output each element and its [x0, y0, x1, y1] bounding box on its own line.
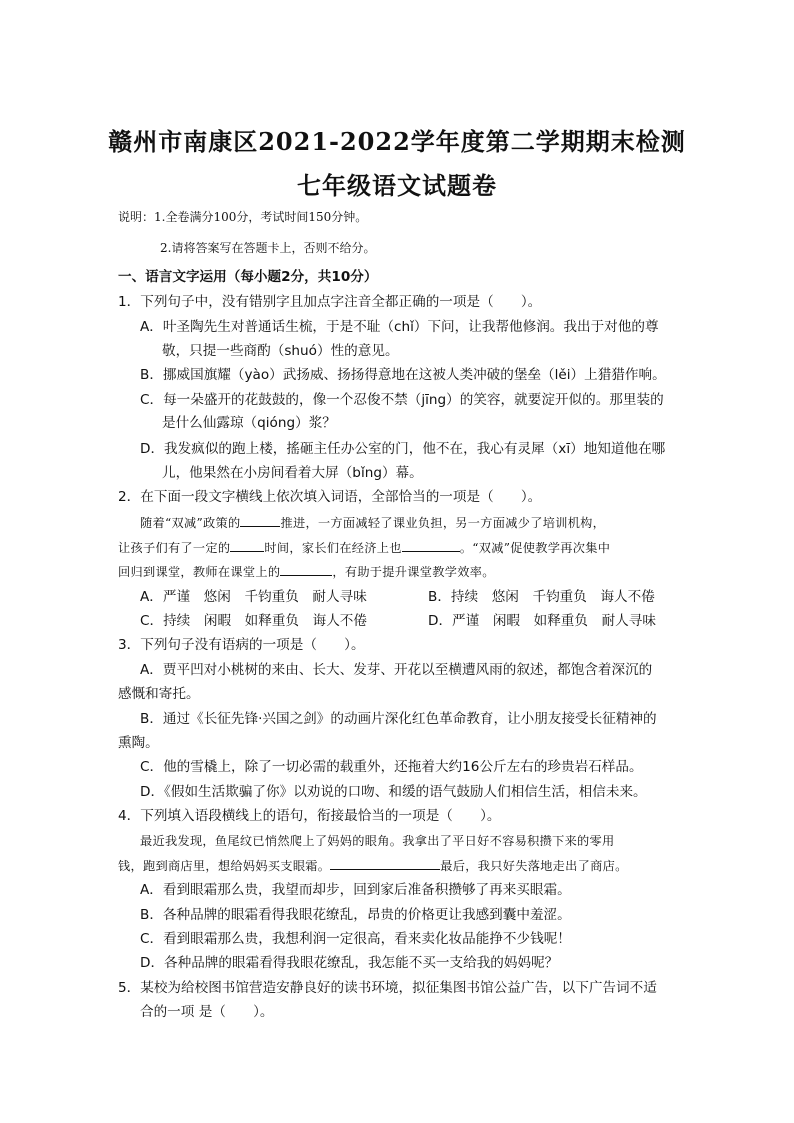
section-heading: 一、语言文字运用（每小题2分，共10分） — [118, 269, 378, 285]
q2-passage-line3 — [118, 563, 495, 581]
note-line-2: 2.请将答案写在答题卡上，否则不给分。 — [160, 241, 376, 255]
q3-option-b-line1: B．通过《长征先锋·兴国之剑》的动画片深化红色革命教育，让小朋友接受长征精神的 — [140, 711, 657, 727]
q4-option-b: B．各种品牌的眼霜看得我眼花缭乱，昂贵的价格更让我感到囊中羞涩。 — [140, 907, 571, 923]
q1-option-d-line2: 儿，他果然在小房间看着大屏（bǐng）幕。 — [162, 465, 423, 481]
q4-option-a: A．看到眼霜那么贵，我望而却步，回到家后准备积攒够了再来买眼霜。 — [140, 882, 571, 898]
q2-passage-text: 让孩子们有了一定的 — [118, 541, 231, 555]
answer-blank — [280, 563, 332, 576]
q1-option-d-line1: D．我发疯似的跑上楼，搖砸主任办公室的门，他不在，我心有灵犀（xī）地知道他在哪 — [140, 441, 666, 457]
answer-blank — [402, 539, 460, 552]
q4-passage-line1: 最近我发现，鱼尾纹已悄然爬上了妈妈的眼角。我拿出了平日好不容易积攒下来的零用 — [140, 834, 615, 848]
q5-stem-line1: 5．某校为给校图书馆营造安静良好的读书环境，拟征集图书馆公益广告，以下广告词不适 — [118, 980, 657, 996]
q2-passage-text: 推进，一方面减轻了课业负担，另一方面减少了培训机构， — [280, 516, 606, 530]
q4-passage-text: 钱，跑到商店里，想给妈妈买支眼霜。 — [118, 859, 331, 873]
q2-passage-text: ，有助于提升课堂教学效率。 — [332, 565, 495, 579]
q1-option-a-line2: 敬，只提一些商酌（shuó）性的意见。 — [162, 343, 399, 359]
q4-stem: 4．下列填入语段横线上的语句，衔接最恰当的一项是（ ）。 — [118, 808, 501, 824]
q2-option-a: A．严谨 悠闲 千钧重负 耐人寻味 — [140, 589, 367, 605]
q4-passage-text: 最后，我只好失落地走出了商店。 — [440, 859, 628, 873]
exam-title: 赣州市南康区2021-2022学年度第二学期期末检测 — [108, 127, 686, 156]
q1-option-c-line2: 是什么仙露琼（qióng）浆？ — [162, 415, 336, 431]
q4-option-c: C．看到眼霜那么贵，我想利润一定很高，看来卖化妆品能挣不少钱呢！ — [140, 931, 571, 947]
q3-stem: 3．下列句子没有语病的一项是（ ）。 — [118, 637, 365, 653]
q4-option-d: D．各种品牌的眼霜看得我眼花缭乱，我怎能不买一支给我的妈妈呢？ — [140, 955, 559, 971]
note-line-1: 说明：1.全卷满分100分，考试时间150分钟。 — [118, 210, 368, 224]
q3-option-b-line2: 熏陶。 — [118, 735, 159, 751]
q1-option-b: B．挪威国旗耀（yào）武扬威、扬扬得意地在这被人类冲破的堡垒（lěi）上猎猎作响。 — [140, 367, 666, 383]
answer-blank — [330, 857, 440, 870]
answer-blank — [230, 539, 264, 552]
q4-passage-line2 — [118, 857, 628, 875]
q2-option-c: C．持续 闲暇 如释重负 诲人不倦 — [140, 613, 367, 629]
q2-option-d: D．严谨 闲暇 如释重负 耐人寻味 — [428, 613, 656, 629]
q1-option-c-line1: C．每一朵盛开的花鼓鼓的，像一个忍俊不禁（jīng）的笑容，就要淀开似的。那里装的 — [140, 392, 664, 408]
q2-passage-text: 时间，家长们在经济上也 — [264, 541, 402, 555]
answer-blank — [240, 514, 280, 527]
exam-subtitle: 七年级语文试题卷 — [297, 171, 497, 200]
q1-stem: 1．下列句子中，没有错别字且加点字注音全都正确的一项是（ ）。 — [118, 294, 542, 310]
q2-passage-text: 随着“双减”政策的 — [140, 516, 241, 530]
q2-passage-line2 — [118, 539, 610, 557]
q3-option-a-line1: A．贾平凹对小桃树的来由、长大、发芽、开花以至横遭风雨的叙述，都饱含着深沉的 — [140, 662, 653, 678]
q2-passage-text: 回归到课堂，教师在课堂上的 — [118, 565, 281, 579]
q2-stem: 2．在下面一段文字横线上依次填入词语，全部恰当的一项是（ ）。 — [118, 489, 542, 505]
q2-passage-line1 — [140, 514, 605, 532]
q3-option-d: D．《假如生活欺骗了你》以劝说的口吻、和缓的语气鼓励人们相信生活，相信未来。 — [140, 784, 647, 800]
q2-option-b: B．持续 悠闲 千钧重负 诲人不倦 — [428, 589, 655, 605]
q5-stem-line2: 合的一项 是（ ）。 — [140, 1004, 274, 1020]
q2-passage-text: 。“双减”促使教学再次集中 — [459, 541, 611, 555]
q3-option-c: C．他的雪橇上，除了一切必需的载重外，还拖着大约16公斤左右的珍贵岩石样品。 — [140, 759, 643, 775]
q3-option-a-line2: 感慨和寄托。 — [118, 686, 200, 702]
q1-option-a-line1: A．叶圣陶先生对普通话生梳，于是不耻（chǐ）下问，让我帮他修润。我出于对他的尊 — [140, 319, 659, 335]
